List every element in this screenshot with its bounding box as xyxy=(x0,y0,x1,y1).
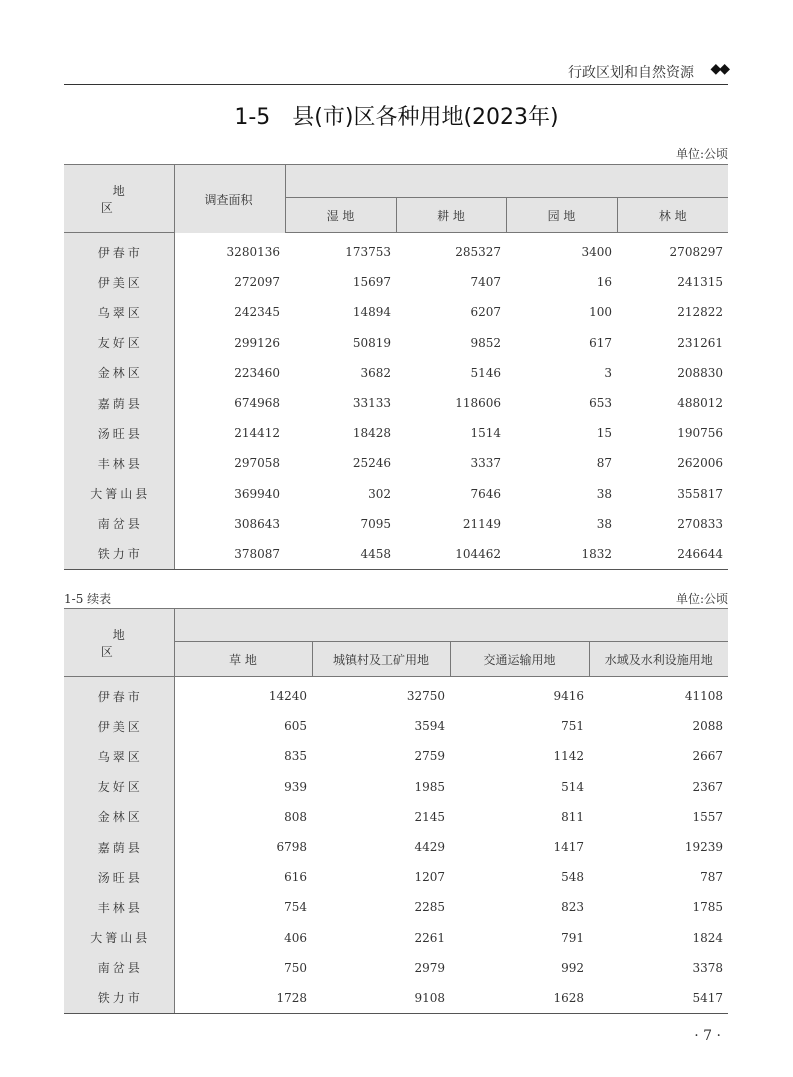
value-cell: 751 xyxy=(561,719,584,734)
region-cell: 南岔县 xyxy=(64,509,174,539)
land-use-table-1 xyxy=(64,164,728,570)
value-cell: 616 xyxy=(284,870,307,885)
region-cell: 金林区 xyxy=(64,358,174,388)
survey-area-cell: 214412 xyxy=(234,426,280,441)
value-cell: 7646 xyxy=(470,486,501,501)
value-cell: 605 xyxy=(284,719,307,734)
page-number: · 7 · xyxy=(694,1028,721,1044)
value-cell: 791 xyxy=(561,930,584,945)
value-cell: 270833 xyxy=(677,516,723,531)
value-cell: 1142 xyxy=(553,749,584,764)
value-cell: 3682 xyxy=(360,365,391,380)
value-cell: 302 xyxy=(368,486,391,501)
value-cell: 787 xyxy=(700,870,723,885)
value-cell: 50819 xyxy=(352,335,391,350)
region-cell: 金林区 xyxy=(64,802,174,832)
value-cell: 262006 xyxy=(677,456,723,471)
value-cell: 9852 xyxy=(470,335,501,350)
survey-area-cell: 299126 xyxy=(234,335,280,350)
region-cell: 汤旺县 xyxy=(64,418,174,448)
value-cell: 2979 xyxy=(414,960,445,975)
survey-area-cell: 297058 xyxy=(234,456,280,471)
value-cell: 5417 xyxy=(589,983,728,1014)
table-row xyxy=(64,832,728,862)
value-cell: 285327 xyxy=(455,245,501,260)
value-cell: 1824 xyxy=(692,930,723,945)
value-cell: 38 xyxy=(596,516,612,531)
value-cell: 118606 xyxy=(455,396,501,411)
continued-table-label: 1-5 续表 xyxy=(64,592,112,606)
value-cell: 1417 xyxy=(553,840,584,855)
table-1-body xyxy=(64,233,728,570)
value-cell: 5146 xyxy=(470,365,501,380)
value-cell: 1557 xyxy=(692,809,723,824)
column-header: 城镇村及工矿用地 xyxy=(312,642,450,677)
region-cell: 南岔县 xyxy=(64,953,174,983)
value-cell: 6798 xyxy=(276,840,307,855)
value-cell: 100 xyxy=(589,305,612,320)
value-cell: 406 xyxy=(284,930,307,945)
survey-area-header: 调查面积 xyxy=(174,165,285,233)
value-cell: 32750 xyxy=(406,689,445,704)
value-cell: 3400 xyxy=(581,245,612,260)
region-header: 地 区 xyxy=(64,165,174,233)
region-cell: 伊春市 xyxy=(64,677,174,712)
value-cell: 104462 xyxy=(396,539,506,570)
column-header: 耕 地 xyxy=(396,198,506,233)
region-cell: 乌翠区 xyxy=(64,297,174,327)
value-cell: 2145 xyxy=(414,809,445,824)
value-cell: 4429 xyxy=(414,840,445,855)
region-cell: 乌翠区 xyxy=(64,741,174,771)
region-cell: 丰林县 xyxy=(64,892,174,922)
table-row xyxy=(64,892,728,922)
value-cell: 355817 xyxy=(677,486,723,501)
value-cell: 15 xyxy=(596,426,612,441)
value-cell: 241315 xyxy=(677,275,723,290)
value-cell: 835 xyxy=(284,749,307,764)
region-cell: 嘉荫县 xyxy=(64,832,174,862)
value-cell: 2708297 xyxy=(669,245,723,260)
value-cell: 25246 xyxy=(352,456,391,471)
value-cell: 823 xyxy=(561,900,584,915)
value-cell: 231261 xyxy=(677,335,723,350)
table-row xyxy=(64,802,728,832)
value-cell: 2759 xyxy=(414,749,445,764)
column-header: 湿 地 xyxy=(285,198,396,233)
value-cell: 1514 xyxy=(470,426,501,441)
value-cell: 3594 xyxy=(414,719,445,734)
value-cell: 3378 xyxy=(692,960,723,975)
region-cell: 铁力市 xyxy=(64,539,174,570)
column-header: 水域及水利设施用地 xyxy=(589,642,728,677)
value-cell: 2261 xyxy=(414,930,445,945)
value-cell: 3337 xyxy=(470,456,501,471)
value-cell: 7095 xyxy=(360,516,391,531)
value-cell: 2088 xyxy=(692,719,723,734)
value-cell: 1832 xyxy=(506,539,617,570)
value-cell: 1985 xyxy=(414,779,445,794)
survey-area-cell: 223460 xyxy=(234,365,280,380)
table-row xyxy=(64,509,728,539)
table-2-body xyxy=(64,677,728,1014)
region-cell: 伊春市 xyxy=(64,233,174,268)
unit-label-continued: 单位:公顷 xyxy=(675,592,728,606)
table-row xyxy=(64,479,728,509)
region-cell: 嘉荫县 xyxy=(64,388,174,418)
value-cell: 9416 xyxy=(553,689,584,704)
table-row xyxy=(64,953,728,983)
table-row xyxy=(64,297,728,327)
survey-area-cell: 674968 xyxy=(234,396,280,411)
value-cell: 808 xyxy=(284,809,307,824)
table-row xyxy=(64,677,728,712)
value-cell: 488012 xyxy=(677,396,723,411)
value-cell: 173753 xyxy=(345,245,391,260)
value-cell: 811 xyxy=(561,809,584,824)
value-cell: 1207 xyxy=(414,870,445,885)
value-cell: 246644 xyxy=(617,539,728,570)
survey-area-cell: 308643 xyxy=(234,516,280,531)
value-cell: 15697 xyxy=(352,275,391,290)
header-group-blank xyxy=(285,165,728,198)
diamond-mark-icon: ◆◆ xyxy=(710,61,728,77)
region-cell: 伊美区 xyxy=(64,267,174,297)
table-title: 县(市)区各种用地(2023年) xyxy=(292,105,559,130)
table-number: 1-5 xyxy=(234,105,271,130)
table-row xyxy=(64,923,728,953)
running-head xyxy=(64,56,728,85)
land-use-table-2 xyxy=(64,608,728,1014)
value-cell: 2367 xyxy=(692,779,723,794)
table-row xyxy=(64,358,728,388)
value-cell: 6207 xyxy=(470,305,501,320)
running-head-text: 行政区划和自然资源 xyxy=(568,65,694,81)
table-row xyxy=(64,711,728,741)
value-cell: 548 xyxy=(561,870,584,885)
region-cell: 友好区 xyxy=(64,772,174,802)
value-cell: 754 xyxy=(284,900,307,915)
survey-area-cell: 242345 xyxy=(234,305,280,320)
value-cell: 38 xyxy=(596,486,612,501)
value-cell: 653 xyxy=(589,396,612,411)
region-cell: 大箐山县 xyxy=(64,479,174,509)
value-cell: 750 xyxy=(284,960,307,975)
value-cell: 1628 xyxy=(450,983,589,1014)
survey-area-cell: 3280136 xyxy=(226,244,280,259)
value-cell: 33133 xyxy=(352,396,391,411)
column-header: 草 地 xyxy=(174,642,312,677)
value-cell: 514 xyxy=(561,779,584,794)
value-cell: 992 xyxy=(561,960,584,975)
value-cell: 1728 xyxy=(174,983,312,1014)
value-cell: 41108 xyxy=(684,689,723,704)
table-row xyxy=(64,862,728,892)
region-cell: 大箐山县 xyxy=(64,923,174,953)
survey-area-cell: 378087 xyxy=(174,539,285,570)
value-cell: 2285 xyxy=(414,900,445,915)
region-cell: 伊美区 xyxy=(64,711,174,741)
survey-area-cell: 272097 xyxy=(234,275,280,290)
table-row xyxy=(64,328,728,358)
region-cell: 丰林县 xyxy=(64,448,174,478)
region-cell: 铁力市 xyxy=(64,983,174,1014)
value-cell: 2667 xyxy=(692,749,723,764)
table-row xyxy=(64,418,728,448)
table-row xyxy=(64,448,728,478)
unit-label: 单位:公顷 xyxy=(675,147,728,161)
table-row xyxy=(64,233,728,268)
value-cell: 4458 xyxy=(285,539,396,570)
value-cell: 3 xyxy=(604,365,612,380)
table-row xyxy=(64,267,728,297)
value-cell: 16 xyxy=(596,275,612,290)
table-row xyxy=(64,388,728,418)
column-header: 交通运输用地 xyxy=(450,642,589,677)
region-header: 地 区 xyxy=(64,609,174,677)
table-row xyxy=(64,539,728,570)
value-cell: 939 xyxy=(284,779,307,794)
value-cell: 19239 xyxy=(684,840,723,855)
value-cell: 14240 xyxy=(268,689,307,704)
value-cell: 21149 xyxy=(462,516,501,531)
value-cell: 87 xyxy=(596,456,612,471)
region-cell: 友好区 xyxy=(64,328,174,358)
column-header: 园 地 xyxy=(506,198,617,233)
table-row xyxy=(64,741,728,771)
header-group-blank xyxy=(174,609,728,642)
column-header: 林 地 xyxy=(617,198,728,233)
value-cell: 208830 xyxy=(677,365,723,380)
value-cell: 212822 xyxy=(677,305,723,320)
region-cell: 汤旺县 xyxy=(64,862,174,892)
value-cell: 617 xyxy=(589,335,612,350)
table-row xyxy=(64,983,728,1014)
value-cell: 7407 xyxy=(470,275,501,290)
value-cell: 1785 xyxy=(692,900,723,915)
value-cell: 14894 xyxy=(352,305,391,320)
value-cell: 18428 xyxy=(352,426,391,441)
page-title xyxy=(0,100,793,131)
table-row xyxy=(64,772,728,802)
value-cell: 190756 xyxy=(677,426,723,441)
survey-area-cell: 369940 xyxy=(234,486,280,501)
value-cell: 9108 xyxy=(312,983,450,1014)
